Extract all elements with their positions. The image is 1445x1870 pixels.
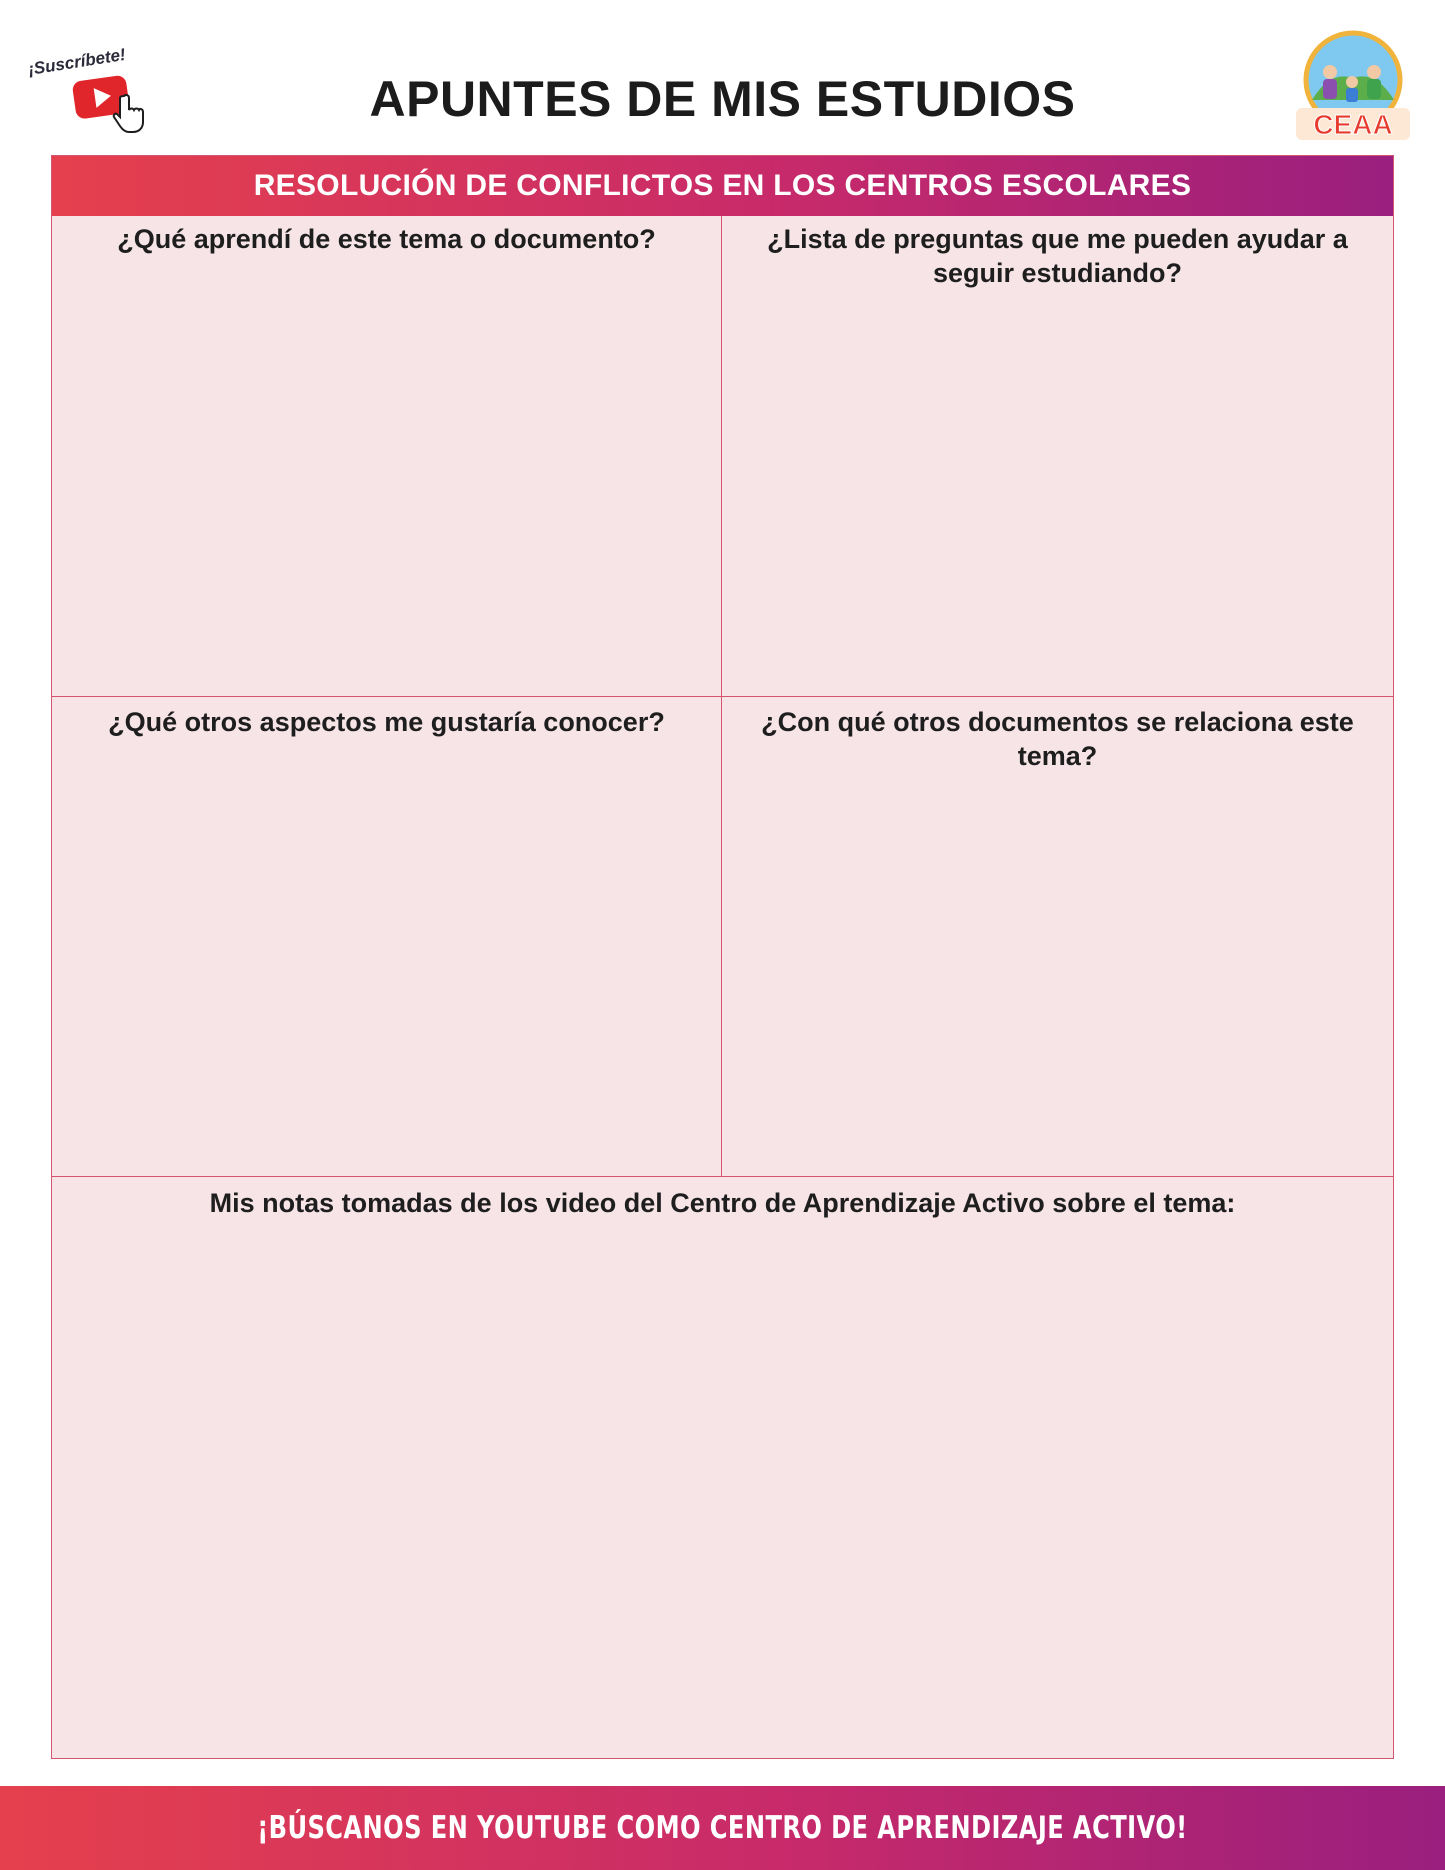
footer-text: ¡BÚSCANOS EN YOUTUBE COMO CENTRO DE APRENDIZAJE ACTIVO! — [257, 1810, 1188, 1846]
footer-banner — [0, 1786, 1445, 1870]
logo-text: CEAA — [1313, 109, 1393, 140]
notes-sheet — [51, 155, 1394, 1759]
questions-box[interactable] — [722, 216, 1393, 697]
related-documents-prompt: ¿Con qué otros documentos se relaciona este tema? — [761, 707, 1354, 771]
video-notes-box[interactable] — [52, 1177, 1393, 1758]
ceaa-logo — [1290, 30, 1416, 148]
subscribe-label: ¡Suscríbete! — [26, 44, 127, 80]
other-aspects-prompt: ¿Qué otros aspectos me gustaría conocer? — [108, 707, 665, 737]
page-title: APUNTES DE MIS ESTUDIOS — [369, 71, 1076, 127]
section-title: RESOLUCIÓN DE CONFLICTOS EN LOS CENTROS ESCOLARES — [52, 156, 1393, 216]
what-i-learned-prompt: ¿Qué aprendí de este tema o documento? — [117, 224, 656, 254]
questions-prompt: ¿Lista de preguntas que me pueden ayudar a seguir estudiando? — [767, 224, 1348, 288]
video-notes-prompt: Mis notas tomadas de los video del Centro de Aprendizaje Activo sobre el tema: — [209, 1188, 1236, 1218]
related-documents-box[interactable] — [722, 697, 1393, 1177]
what-i-learned-box[interactable] — [52, 216, 722, 697]
other-aspects-box[interactable] — [52, 697, 722, 1177]
